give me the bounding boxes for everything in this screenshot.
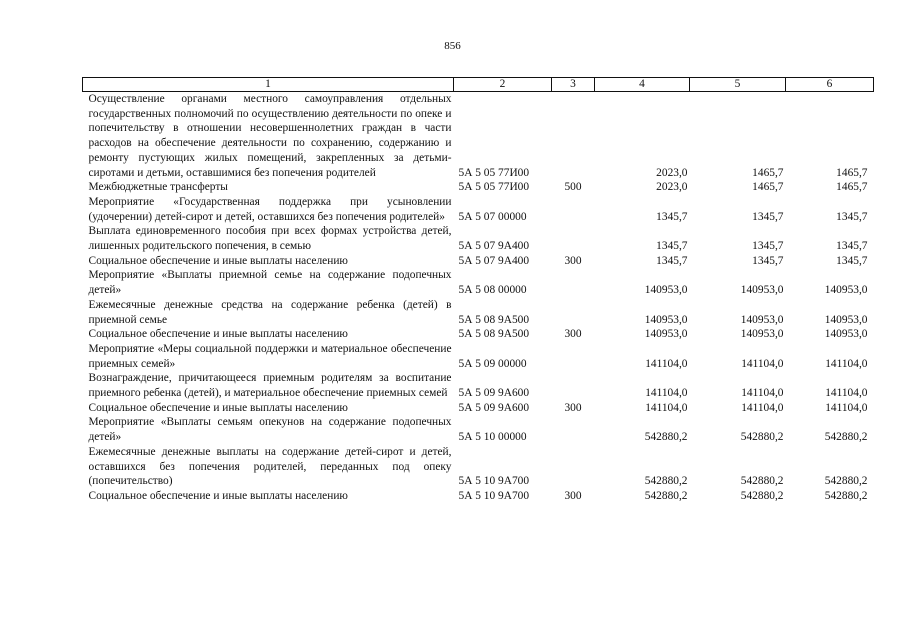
- row-value-col6: 141104,0: [825, 387, 868, 400]
- table-row: [83, 445, 874, 489]
- row-code-cell: 5А 5 08 9А500: [458, 328, 530, 341]
- row-value-col5: 140953,0: [740, 328, 784, 341]
- header-row: [83, 78, 874, 92]
- row-type-cell: 300: [564, 254, 582, 267]
- row-name-cell: Межбюджетные трансферты: [88, 181, 228, 194]
- row-value-col4: 141104,0: [645, 387, 688, 400]
- row-type-cell: [552, 415, 595, 444]
- row-value-col6: 1345,7: [836, 240, 868, 253]
- row-name-cell: Вознаграждение, причитающееся приемным родителям за воспитание приемного ребенка (детей), и материальное обеспечение приемных семей: [88, 372, 452, 400]
- row-value-col6: 1345,7: [836, 210, 868, 223]
- page-number: 856: [444, 40, 461, 52]
- row-code-cell: 5А 5 07 00000: [458, 210, 527, 223]
- row-value-col5: 542880,2: [740, 475, 784, 488]
- row-name-cell: Мероприятие «Выплаты семьям опекунов на содержание подопечных детей»: [88, 416, 452, 444]
- row-type-cell: [552, 195, 595, 224]
- table-row: [83, 415, 874, 444]
- row-name-cell: Социальное обеспечение и иные выплаты населению: [88, 254, 348, 267]
- row-value-col4: 140953,0: [644, 284, 688, 297]
- row-value-col6: 542880,2: [824, 475, 868, 488]
- row-name-cell: Выплата единовременного пособия при всех формах устройства детей, лишенных родительского попечения, в семью: [88, 225, 452, 253]
- row-value-col4: 2023,0: [656, 181, 688, 194]
- row-code-cell: 5А 5 10 00000: [458, 431, 527, 444]
- row-value-col5: 141104,0: [741, 387, 784, 400]
- row-code-cell: 5А 5 07 9А400: [458, 240, 530, 253]
- row-value-col4: 1345,7: [656, 254, 688, 267]
- table-row: [83, 401, 874, 416]
- table-row: [83, 195, 874, 224]
- row-value-col5: 1465,7: [752, 166, 784, 179]
- budget-table: [82, 77, 874, 504]
- row-value-col6: 1345,7: [836, 254, 868, 267]
- table-row: [83, 180, 874, 195]
- header-cell: 1: [83, 78, 454, 92]
- table-row: [83, 327, 874, 342]
- row-type-cell: 300: [564, 401, 582, 414]
- row-type-cell: [552, 298, 595, 327]
- row-code-cell: 5А 5 09 9А600: [458, 387, 530, 400]
- row-type-cell: [552, 371, 595, 400]
- row-code-cell: 5А 5 09 00000: [458, 357, 527, 370]
- row-value-col6: 140953,0: [824, 284, 868, 297]
- row-value-col5: 141104,0: [741, 357, 784, 370]
- row-name-cell: Социальное обеспечение и иные выплаты населению: [88, 401, 348, 414]
- row-name-cell: Мероприятие «Выплаты приемной семье на содержание подопечных детей»: [88, 269, 452, 297]
- row-value-col5: 1345,7: [752, 254, 784, 267]
- row-value-col5: 1345,7: [752, 240, 784, 253]
- table-row: [83, 268, 874, 297]
- row-value-col5: 1465,7: [752, 181, 784, 194]
- row-value-col4: 1345,7: [656, 210, 688, 223]
- row-type-cell: 300: [564, 328, 582, 341]
- row-value-col4: 141104,0: [645, 357, 688, 370]
- header-cell: 2: [454, 78, 552, 92]
- row-name-cell: Осуществление органами местного самоуправления отдельных государственных полномочий по осуществлению деятельности по опеке и попечительству в отношении несовершеннолетних граждан в части расходов на обеспечение деятельности по сохранению, содержанию и ремонту пустующих жилых помещений, закрепленных за детьми-сиротами и детьми, оставшимися без попечения родителей: [88, 93, 452, 179]
- row-value-col6: 141104,0: [825, 357, 868, 370]
- row-code-cell: 5А 5 10 9А700: [458, 475, 530, 488]
- row-value-col6: 141104,0: [825, 401, 868, 414]
- row-name-cell: Ежемесячные денежные выплаты на содержание детей-сирот и детей, оставшихся без попечения родителей, переданных под опеку (попечительство): [88, 445, 452, 488]
- row-value-col6: 140953,0: [824, 313, 868, 326]
- row-type-cell: [552, 342, 595, 371]
- row-value-col6: 1465,7: [836, 166, 868, 179]
- row-value-col5: 1345,7: [752, 210, 784, 223]
- row-type-cell: [552, 224, 595, 253]
- row-value-col5: 542880,2: [740, 489, 784, 502]
- table-row: [83, 298, 874, 327]
- row-value-col4: 2023,0: [656, 166, 688, 179]
- row-value-col6: 542880,2: [824, 489, 868, 502]
- row-value-col6: 1465,7: [836, 181, 868, 194]
- header-cell: 6: [786, 78, 874, 92]
- row-value-col6: 542880,2: [824, 431, 868, 444]
- table-row: [83, 92, 874, 181]
- row-type-cell: [552, 92, 595, 181]
- row-value-col5: 140953,0: [740, 284, 784, 297]
- row-value-col5: 140953,0: [740, 313, 784, 326]
- row-value-col4: 1345,7: [656, 240, 688, 253]
- row-value-col4: 542880,2: [644, 431, 688, 444]
- row-value-col4: 140953,0: [644, 328, 688, 341]
- header-cell: 3: [552, 78, 595, 92]
- table-row: [83, 342, 874, 371]
- row-type-cell: 300: [564, 489, 582, 502]
- row-code-cell: 5А 5 08 00000: [458, 284, 527, 297]
- table-row: [83, 489, 874, 504]
- row-code-cell: 5А 5 07 9А400: [458, 254, 530, 267]
- row-value-col4: 542880,2: [644, 475, 688, 488]
- row-name-cell: Мероприятие «Государственная поддержка при усыновлении (удочерении) детей-сирот и детей, оставшихся без попечения родителей»: [88, 195, 452, 223]
- row-name-cell: Социальное обеспечение и иные выплаты населению: [88, 489, 348, 502]
- row-code-cell: 5А 5 09 9А600: [458, 401, 530, 414]
- row-value-col5: 141104,0: [741, 401, 784, 414]
- row-name-cell: Ежемесячные денежные средства на содержание ребенка (детей) в приемной семье: [88, 298, 452, 326]
- row-type-cell: [552, 268, 595, 297]
- header-cell: 5: [690, 78, 786, 92]
- table-row: [83, 371, 874, 400]
- table-row: [83, 254, 874, 269]
- row-code-cell: 5А 5 05 77И00: [458, 181, 530, 194]
- row-name-cell: Мероприятие «Меры социальной поддержки и материальное обеспечение приемных семей»: [88, 342, 452, 370]
- row-name-cell: Социальное обеспечение и иные выплаты населению: [88, 328, 348, 341]
- table-row: [83, 224, 874, 253]
- row-code-cell: 5А 5 10 9А700: [458, 489, 530, 502]
- row-code-cell: 5А 5 08 9А500: [458, 313, 530, 326]
- row-value-col4: 141104,0: [645, 401, 688, 414]
- row-type-cell: 500: [564, 181, 582, 194]
- row-type-cell: [552, 445, 595, 489]
- row-code-cell: 5А 5 05 77И00: [458, 166, 530, 179]
- row-value-col4: 542880,2: [644, 489, 688, 502]
- header-cell: 4: [595, 78, 690, 92]
- row-value-col5: 542880,2: [740, 431, 784, 444]
- row-value-col4: 140953,0: [644, 313, 688, 326]
- row-value-col6: 140953,0: [824, 328, 868, 341]
